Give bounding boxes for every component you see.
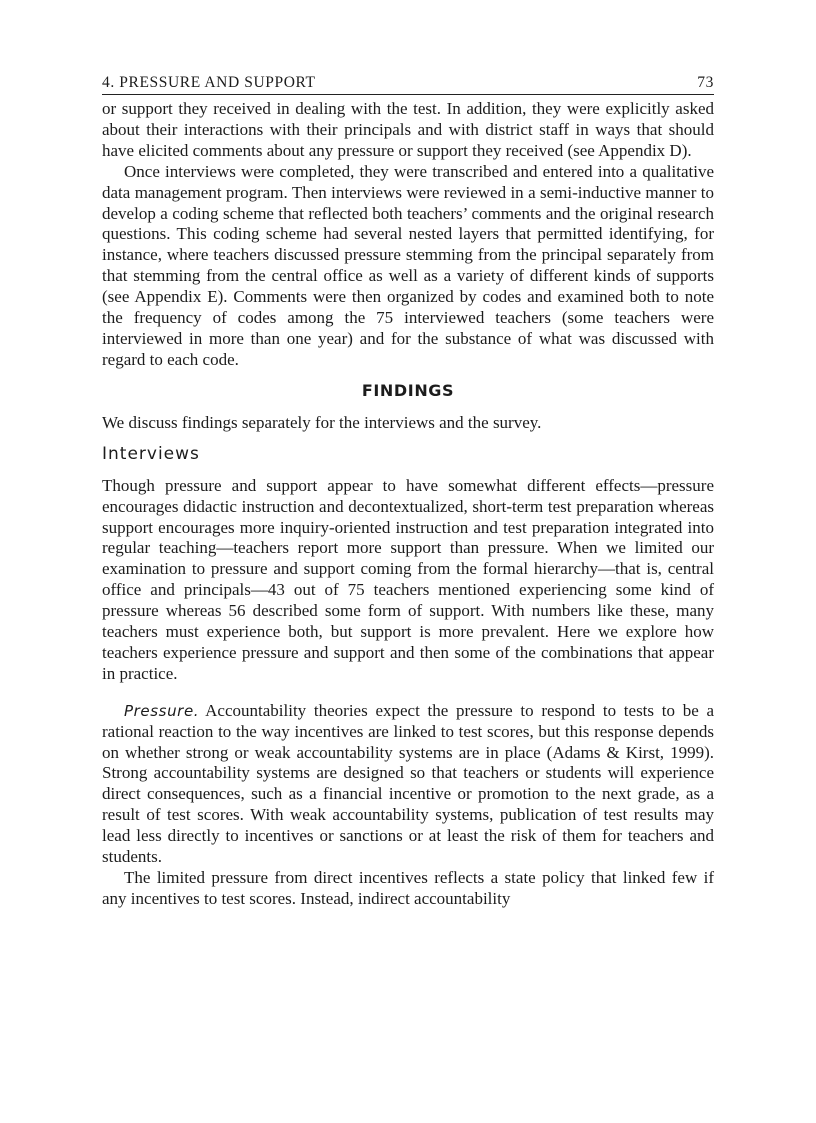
pressure-runin-heading: Pressure.: [124, 701, 200, 720]
paragraph-gap: [102, 685, 714, 701]
paragraph-5-text: Accountability theories expect the pressure to respond to tests to be a rational reaction to the way incentives are linked to test scores, but this response depends on whether strong or weak accountability systems are in place (Adams & Kirst, 1999). Strong accountability systems are designed so that teachers or students will experience direct consequences, such as a financial incentive or promotion to the next grade, as a result of test scores. With weak accountability systems, publication of test results may lead less directly to incentives or sanctions or at least the risk of them for teachers and students.: [102, 700, 714, 867]
running-head: [102, 72, 714, 95]
paragraph-1: or support they received in dealing with the test. In addition, they were explicitly asked about their interactions with their principals and with district staff in ways that should have elicited comments about any pressure or support they received (see Appendix D).: [102, 99, 714, 160]
paragraph-6: The limited pressure from direct incentives reflects a state policy that linked few if any incentives to test scores. Instead, indirect accountability: [102, 868, 714, 908]
paragraph-3: We discuss findings separately for the interviews and the survey.: [102, 412, 542, 432]
interviews-heading: Interviews: [102, 443, 200, 464]
findings-heading: FINDINGS: [361, 380, 455, 400]
page-number: 73: [697, 74, 714, 91]
paragraph-4: Though pressure and support appear to have somewhat different effects—pressure encourages didactic instruction and decontextualized, short-term test preparation whereas support encourages more inquiry-oriented instruction and test preparation integrated into regular teaching—teachers report more support than pressure. When we limited our examination to pressure and support coming from the formal hierarchy—that is, central office and principals—43 out of 75 teachers mentioned experiencing some kind of pressure whereas 56 described some form of support. With numbers like these, many teachers must experience both, but support is more prevalent. Here we explore how teachers experience pressure and support and then some of the combinations that appear in practice.: [102, 475, 714, 683]
book-page: [102, 72, 714, 910]
paragraph-2: Once interviews were completed, they were transcribed and entered into a qualitative data management program. Then interviews were reviewed in a semi-inductive manner to develop a coding scheme that reflected both teachers’ comments and the original research questions. This coding scheme had several nested layers that permitted identifying, for instance, where teachers discussed pressure stemming from the principal separately from that stemming from the central office as well as a variety of different kinds of supports (see Appendix E). Comments were then organized by codes and examined both to note the frequency of codes among the 75 interviewed teachers (some teachers were interviewed in more than one year) and for the substance of what was discussed with regard to each code.: [102, 161, 714, 369]
paragraph-5: [102, 701, 714, 868]
chapter-title: 4. PRESSURE AND SUPPORT: [102, 74, 316, 91]
